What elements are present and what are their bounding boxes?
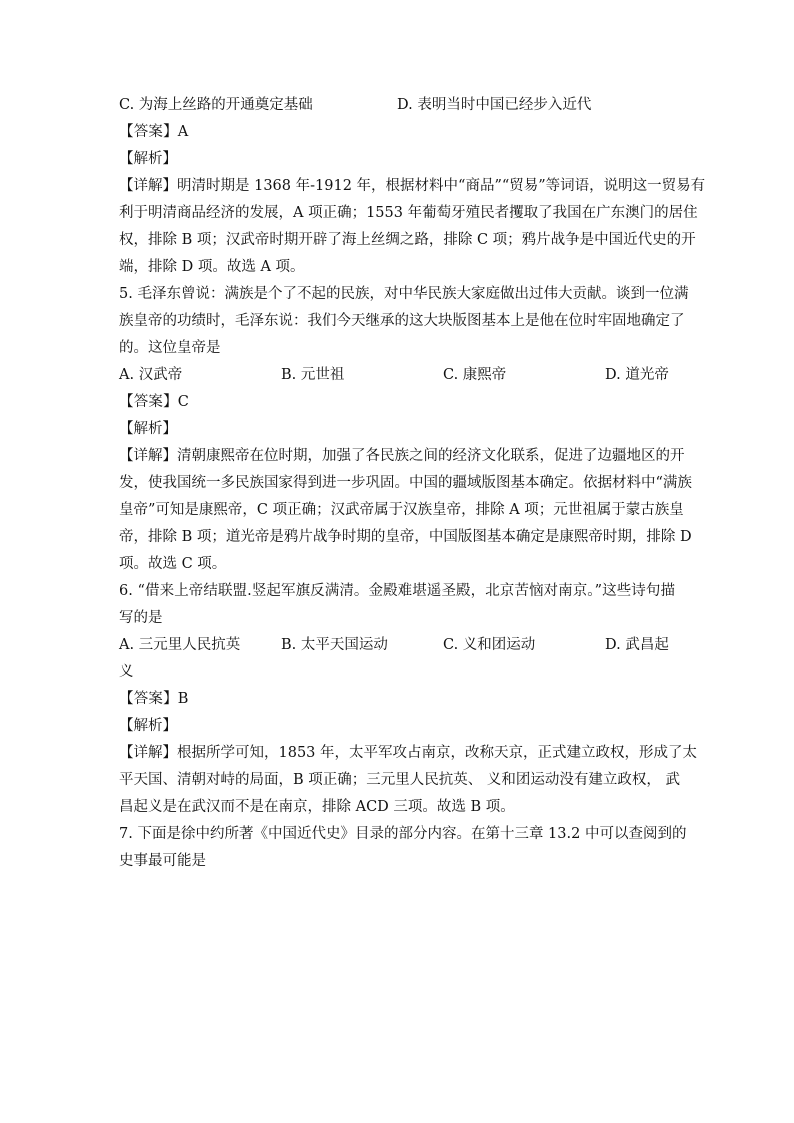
q5-answer: 【答案】C: [119, 394, 190, 410]
q5-options-row: [119, 362, 675, 389]
q6-stem-line: 写的是: [119, 610, 163, 626]
q5-stem: [119, 281, 689, 362]
q5-analysis-label: 【解析】: [119, 421, 177, 437]
exam-page: [119, 92, 706, 875]
q6-detail-line: 平天国、清朝对峙的局面，B 项正确；三元里人民抗英、 义和团运动没有建立政权， 武: [119, 772, 680, 788]
q5-option-d: D. 道光帝: [605, 367, 669, 383]
q7-stem-line: 史事最可能是: [119, 853, 206, 869]
q6-detail: [119, 740, 698, 821]
q5-detail-line: 帝，排除 B 项；道光帝是鸦片战争时期的皇帝，中国版图基本确定是康熙帝时期，排除 D: [119, 529, 692, 545]
q5-detail-line: 发，使我国统一多民族国家得到进一步巩固。中国的疆域版图基本确定。依据材料中“满族: [119, 475, 692, 491]
q4-detail-line: 权，排除 B 项；汉武帝时期开辟了海上丝绸之路，排除 C 项；鸦片战争是中国近代史的开: [119, 232, 696, 248]
q4-detail-line: 利于明清商品经济的发展，A 项正确；1553 年葡萄牙殖民者攫取了我国在广东澳门的居住: [119, 205, 698, 221]
q4-detail-line: 【详解】明清时期是 1368 年-1912 年，根据材料中“商品”“贸易”等词语，说明这一贸易有: [119, 178, 706, 194]
q6-option-a: A. 三元里人民抗英: [119, 637, 241, 653]
q6-stem: [119, 578, 675, 632]
q4-option-d: D. 表明当时中国已经步入近代: [397, 97, 592, 113]
q6-option-c: C. 义和团运动: [443, 637, 536, 653]
q5-stem-line: 的。这位皇帝是: [119, 340, 221, 356]
q6-analysis-label: 【解析】: [119, 718, 177, 734]
q6-option-d-wrap: 义: [119, 664, 134, 680]
q5-option-a: A. 汉武帝: [119, 367, 183, 383]
q6-detail-line: 【详解】根据所学可知，1853 年，太平军攻占南京，改称天京，正式建立政权，形成了太: [119, 745, 698, 761]
q6-detail-line: 昌起义是在武汉而不是在南京，排除 ACD 三项。故选 B 项。: [119, 799, 515, 815]
q5-option-c: C. 康熙帝: [443, 367, 507, 383]
q5-detail-line: 皇帝”可知是康熙帝，C 项正确；汉武帝属于汉族皇帝，排除 A 项；元世祖属于蒙古族皇: [119, 502, 684, 518]
q6-option-b: B. 太平天国运动: [281, 637, 388, 653]
q4-answer: 【答案】A: [119, 124, 189, 140]
q4-options-row: [119, 92, 675, 119]
q4-option-c: C. 为海上丝路的开通奠定基础: [119, 97, 313, 113]
q4-detail-line: 端，排除 D 项。故选 A 项。: [119, 259, 305, 275]
q5-stem-line: 族皇帝的功绩时，毛泽东说：我们今天继承的这大块版图基本上是他在位时牢固地确定了: [119, 313, 685, 329]
q6-stem-line: 6. “借来上帝结联盟.竖起军旗反满清。金殿难堪遥圣殿，北京苦恼对南京。”这些诗句描: [119, 583, 675, 599]
q5-option-b: B. 元世祖: [281, 367, 345, 383]
q6-options-row: [119, 632, 675, 659]
q6-option-d: D. 武昌起: [605, 637, 669, 653]
q5-stem-line: 5. 毛泽东曾说：满族是个了不起的民族，对中华民族大家庭做出过伟大贡献。谈到一位满: [119, 286, 689, 302]
q7-stem-line: 7. 下面是徐中约所著《中国近代史》目录的部分内容。在第十三章 13.2 中可以查阅到的: [119, 826, 687, 842]
q4-detail: [119, 173, 706, 281]
q6-answer: 【答案】B: [119, 691, 189, 707]
q4-analysis-label: 【解析】: [119, 151, 177, 167]
q5-detail-line: 项。故选 C 项。: [119, 556, 227, 572]
q5-detail: [119, 443, 692, 578]
q5-detail-line: 【详解】清朝康熙帝在位时期，加强了各民族之间的经济文化联系，促进了边疆地区的开: [119, 448, 685, 464]
q7-stem: [119, 821, 687, 875]
